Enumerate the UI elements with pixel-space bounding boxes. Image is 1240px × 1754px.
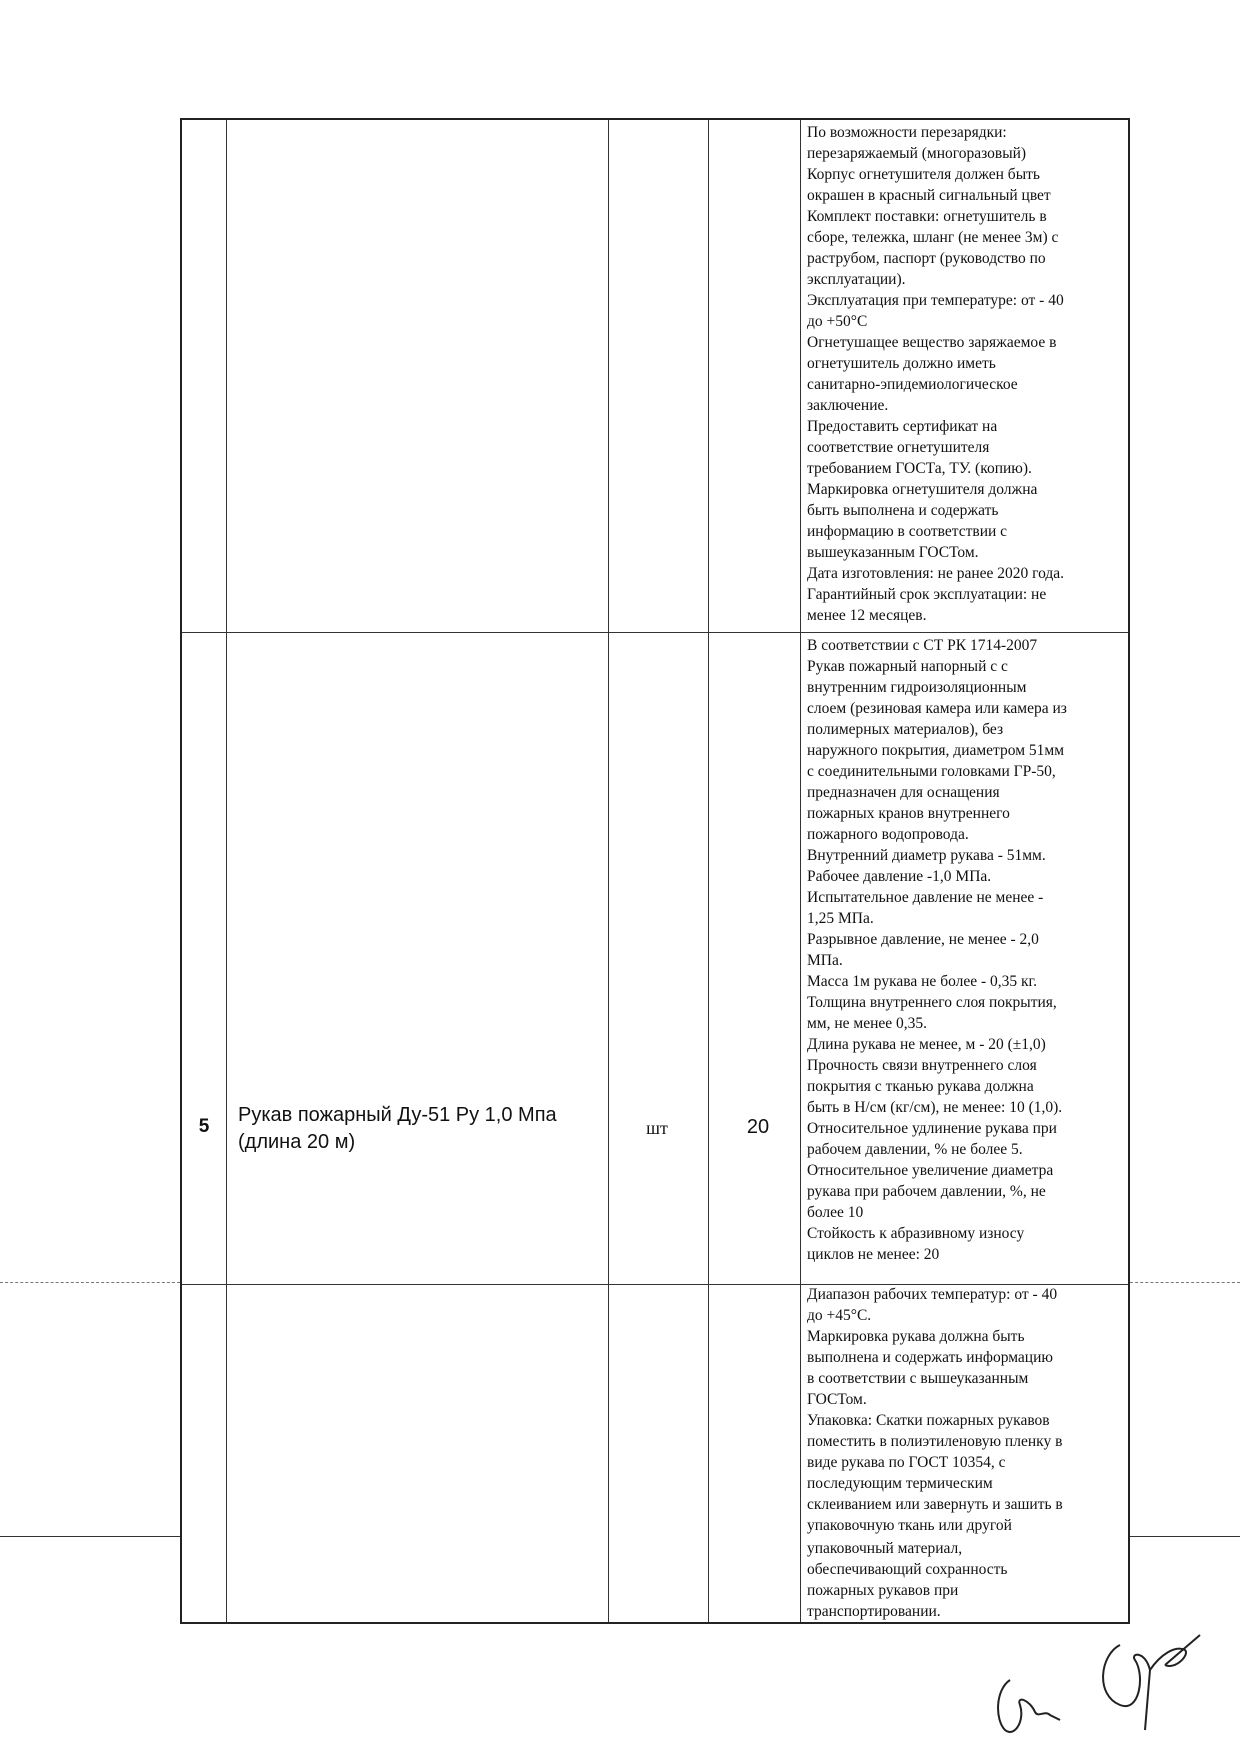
spec-cell: По возможности перезарядки: перезаряжаемый (многоразовый) Корпус огнетушителя должен быть окрашен в красный сигнальный цвет Комплект поставки: огнетушитель в сборе, тележка, шланг (не менее 3м) с раструбом, паспорт (руководство по эксплуатации). Эксплуатация при температуре: от - 40 до +50°С Огнетушащее вещество заряжаемое в огнетушитель должно иметь санитарно-эпидемиологическое заключение. Предоставить сертификат на соответствие огнетушителя требованием ГОСТа, ТУ. (копию). Маркировка огнетушителя должна быть выполнена и содержать информацию в соответствии с вышеуказанным ГОСТом. Дата изготовления: не ранее 2020 года. Гарантийный срок эксплуатации: не менее 12 месяцев.	[807, 124, 1065, 624]
spec-cell: В соответствии с СТ РК 1714-2007 Рукав пожарный напорный с с внутренним гидроизоляционным слоем (резиновая камера или камера из полимерных материалов), без наружного покрытия, диаметром 51мм с соединительными головками ГР-50, предназначен для оснащения пожарных кранов внутреннего пожарного водопровода. Внутренний диаметр рукава - 51мм. Рабочее давление -1,0 МПа. Испытательное давление не менее - 1,25 МПа. Разрывное давление, не менее - 2,0 МПа. Масса 1м рукава не более - 0,35 кг. Толщина внутреннего слоя покрытия, мм, не менее 0,35. Длина рукава не менее, м - 20 (±1,0) Прочность связи внутреннего слоя покрытия с тканью рукава должна быть в Н/см (кг/см), не менее: 10 (1,0). Относительное удлинение рукава при рабочем давлении, % не более 5. Относительное увеличение диаметра рукава при рабочем давлении, %, не более 10 Стойкость к абразивному износу циклов не менее: 20	[807, 637, 1067, 1263]
column-divider	[708, 120, 709, 1622]
column-divider	[608, 120, 609, 1622]
column-divider	[226, 120, 227, 1622]
scan-break-line	[1130, 1282, 1240, 1283]
item-name: Рукав пожарный Ду-51 Ру 1,0 Мпа (длина 20 м)	[238, 1104, 557, 1153]
spec-cell: Диапазон рабочих температур: от - 40 до +45°С. Маркировка рукава должна быть выполнена и содержать информацию в соответствии с вышеуказанным ГОСТом. Упаковка: Скатки пожарных рукавов поместить в полиэтиленовую пленку в виде рукава по ГОСТ 10354, с последующим термическим склеиванием или завернуть и зашить в упаковочную ткань или другой	[807, 1286, 1063, 1534]
signature-mark	[990, 1660, 1070, 1740]
row-divider	[182, 632, 1128, 633]
signature-mark	[1090, 1625, 1210, 1735]
item-unit: шт	[646, 1118, 668, 1138]
scan-break-line	[0, 1282, 180, 1283]
item-quantity: 20	[746, 1116, 770, 1138]
scan-break-line	[0, 1536, 180, 1537]
column-divider	[800, 120, 801, 1622]
specification-table	[180, 118, 1130, 1624]
item-number: 5	[198, 1116, 210, 1137]
scan-break-line	[1130, 1536, 1240, 1537]
spec-cell: упаковочный материал, обеспечивающий сохранность пожарных рукавов при транспортировании.	[807, 1540, 1008, 1620]
